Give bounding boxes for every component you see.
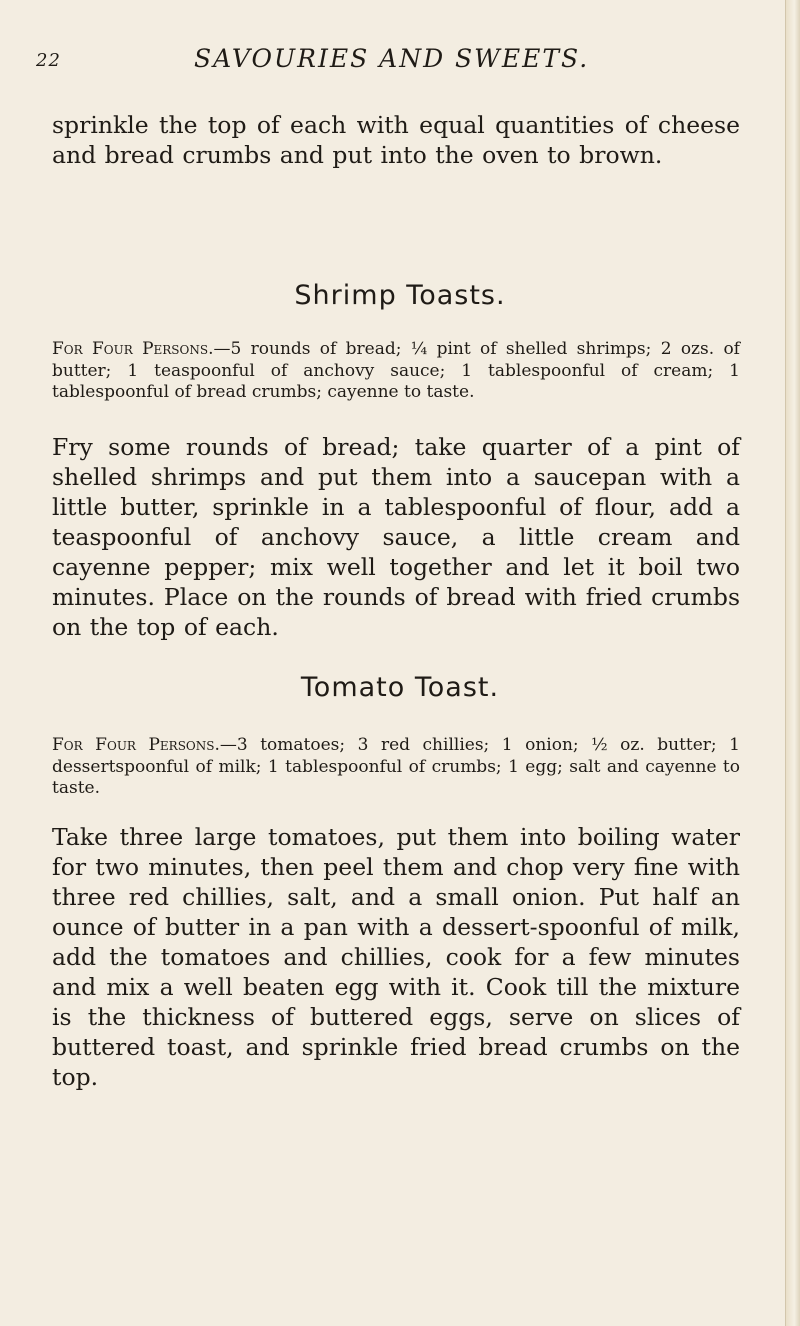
method-tomato-toast: Take three large tomatoes, put them into boiling water for two minutes, then peel them and chop very fine with three red chillies, salt, and a small onion. Put half an ounce of butter in a pan with a dessert-spoonful of milk, add the tomatoes and chillies, cook for a few minutes and mix a well beaten egg with it. Cook till the mixture is the thickness of buttered eggs, serve on slices of buttered toast, and sprinkle fried bread crumbs on the top. xyxy=(52,823,740,1091)
ingredients-tomato-toast xyxy=(52,735,740,800)
ingredients-list: —3 tomatoes; 3 red chillies; 1 onion; ½ oz. butter; 1 dessertspoonful of milk; 1 tablespoonful of crumbs; 1 egg; salt and cayenne to taste. xyxy=(52,735,740,798)
page-number: 22 xyxy=(36,50,61,71)
page-edge xyxy=(785,0,800,1326)
ingredients-list: —5 rounds of bread; ¼ pint of shelled shrimps; 2 ozs. of butter; 1 teaspoonful of anchovy sauce; 1 tablespoonful of cream; 1 tablespoonful of bread crumbs; cayenne to taste. xyxy=(52,339,740,402)
intro-paragraph: sprinkle the top of each with equal quantities of cheese and bread crumbs and put into the oven to brown. xyxy=(52,111,740,169)
ingredients-shrimp-toasts xyxy=(52,339,740,404)
page-header xyxy=(36,44,766,84)
recipe-title-tomato-toast: Tomato Toast. xyxy=(300,672,500,703)
recipe-title-shrimp-toasts: Shrimp Toasts. xyxy=(294,280,506,311)
serves-label: For Four Persons. xyxy=(52,339,214,359)
running-title: SAVOURIES AND SWEETS. xyxy=(194,44,590,73)
serves-label: For Four Persons. xyxy=(52,735,220,755)
method-shrimp-toasts: Fry some rounds of bread; take quarter of a pint of shelled shrimps and put them into a saucepan with a little butter, sprinkle in a tablespoonful of flour, add a teaspoonful of anchovy sauce, a little cream and cayenne pepper; mix well together and let it boil two minutes. Place on the rounds of bread with fried crumbs on the top of each. xyxy=(52,433,740,641)
